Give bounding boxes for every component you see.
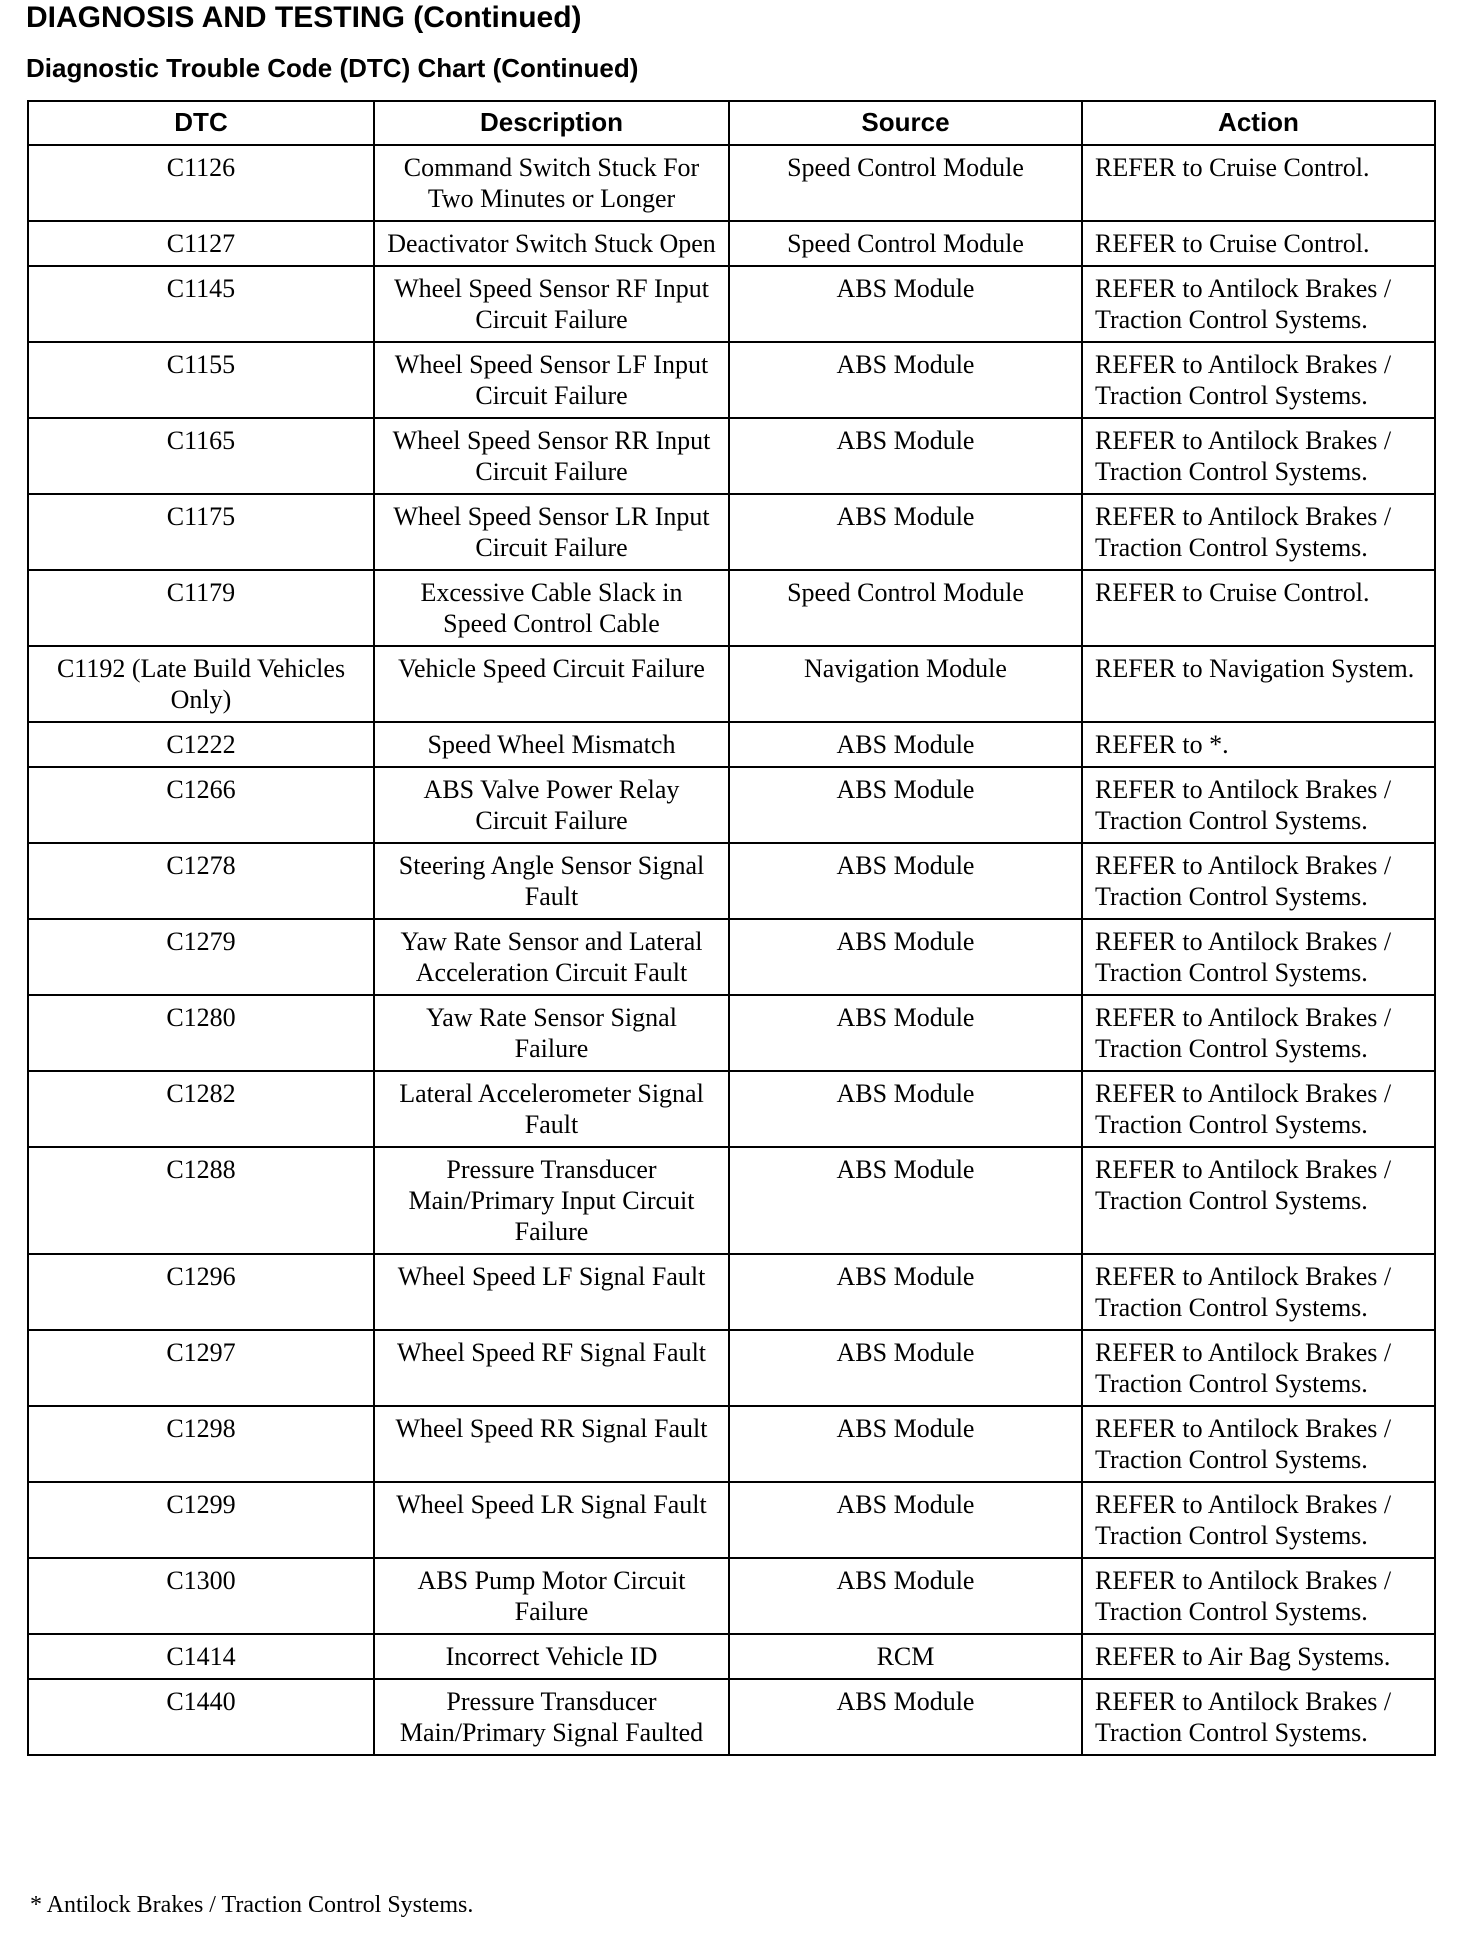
- table-row: [28, 494, 1435, 570]
- source-cell: ABS Module: [729, 1071, 1082, 1147]
- description-cell: Pressure Transducer Main/Primary Input Circuit Failure: [374, 1147, 729, 1254]
- source-cell: ABS Module: [729, 1330, 1082, 1406]
- source-cell: ABS Module: [729, 1482, 1082, 1558]
- source-cell: ABS Module: [729, 1147, 1082, 1254]
- table-row: [28, 1071, 1435, 1147]
- dtc-table: [27, 100, 1436, 1756]
- action-cell: REFER to Antilock Brakes / Traction Control Systems.: [1082, 1558, 1435, 1634]
- description-cell: Incorrect Vehicle ID: [374, 1634, 729, 1679]
- action-cell: REFER to Antilock Brakes / Traction Control Systems.: [1082, 494, 1435, 570]
- source-cell: ABS Module: [729, 1679, 1082, 1755]
- action-cell: REFER to Cruise Control.: [1082, 145, 1435, 221]
- table-row: [28, 1482, 1435, 1558]
- table-row: [28, 1147, 1435, 1254]
- source-cell: ABS Module: [729, 995, 1082, 1071]
- table-row: [28, 418, 1435, 494]
- dtc-cell: C1414: [28, 1634, 374, 1679]
- action-cell: REFER to *.: [1082, 722, 1435, 767]
- description-cell: Yaw Rate Sensor and Lateral Acceleration Circuit Fault: [374, 919, 729, 995]
- table-row: [28, 1254, 1435, 1330]
- description-cell: Lateral Accelerometer Signal Fault: [374, 1071, 729, 1147]
- action-cell: REFER to Cruise Control.: [1082, 221, 1435, 266]
- table-row: [28, 1558, 1435, 1634]
- table-body: [28, 145, 1435, 1755]
- action-cell: REFER to Antilock Brakes / Traction Control Systems.: [1082, 1330, 1435, 1406]
- dtc-cell: C1165: [28, 418, 374, 494]
- table-row: [28, 919, 1435, 995]
- dtc-cell: C1298: [28, 1406, 374, 1482]
- dtc-cell: C1145: [28, 266, 374, 342]
- source-cell: ABS Module: [729, 1558, 1082, 1634]
- description-cell: ABS Pump Motor Circuit Failure: [374, 1558, 729, 1634]
- column-header-description: Description: [374, 101, 729, 145]
- description-cell: Yaw Rate Sensor Signal Failure: [374, 995, 729, 1071]
- description-cell: Wheel Speed RF Signal Fault: [374, 1330, 729, 1406]
- action-cell: REFER to Antilock Brakes / Traction Control Systems.: [1082, 1254, 1435, 1330]
- dtc-cell: C1288: [28, 1147, 374, 1254]
- description-cell: Wheel Speed Sensor RR Input Circuit Failure: [374, 418, 729, 494]
- action-cell: REFER to Antilock Brakes / Traction Control Systems.: [1082, 1679, 1435, 1755]
- description-cell: Wheel Speed LR Signal Fault: [374, 1482, 729, 1558]
- action-cell: REFER to Antilock Brakes / Traction Control Systems.: [1082, 266, 1435, 342]
- dtc-cell: C1299: [28, 1482, 374, 1558]
- table-row: [28, 342, 1435, 418]
- dtc-cell: C1266: [28, 767, 374, 843]
- action-cell: REFER to Antilock Brakes / Traction Control Systems.: [1082, 342, 1435, 418]
- dtc-cell: C1440: [28, 1679, 374, 1755]
- dtc-cell: C1155: [28, 342, 374, 418]
- description-cell: Wheel Speed Sensor RF Input Circuit Failure: [374, 266, 729, 342]
- action-cell: REFER to Air Bag Systems.: [1082, 1634, 1435, 1679]
- action-cell: REFER to Cruise Control.: [1082, 570, 1435, 646]
- description-cell: Wheel Speed RR Signal Fault: [374, 1406, 729, 1482]
- column-header-source: Source: [729, 101, 1082, 145]
- table-row: [28, 570, 1435, 646]
- description-cell: Vehicle Speed Circuit Failure: [374, 646, 729, 722]
- description-cell: Excessive Cable Slack in Speed Control Cable: [374, 570, 729, 646]
- source-cell: ABS Module: [729, 1254, 1082, 1330]
- dtc-cell: C1179: [28, 570, 374, 646]
- dtc-cell: C1278: [28, 843, 374, 919]
- description-cell: Pressure Transducer Main/Primary Signal Faulted: [374, 1679, 729, 1755]
- dtc-cell: C1222: [28, 722, 374, 767]
- action-cell: REFER to Antilock Brakes / Traction Control Systems.: [1082, 1406, 1435, 1482]
- action-cell: REFER to Antilock Brakes / Traction Control Systems.: [1082, 843, 1435, 919]
- description-cell: Command Switch Stuck For Two Minutes or Longer: [374, 145, 729, 221]
- source-cell: ABS Module: [729, 919, 1082, 995]
- dtc-cell: C1192 (Late Build Vehicles Only): [28, 646, 374, 722]
- table-header-row: [28, 101, 1435, 145]
- table-row: [28, 221, 1435, 266]
- source-cell: ABS Module: [729, 843, 1082, 919]
- column-header-dtc: DTC: [28, 101, 374, 145]
- table-row: [28, 145, 1435, 221]
- description-cell: Wheel Speed Sensor LF Input Circuit Failure: [374, 342, 729, 418]
- action-cell: REFER to Antilock Brakes / Traction Control Systems.: [1082, 1147, 1435, 1254]
- description-cell: Wheel Speed LF Signal Fault: [374, 1254, 729, 1330]
- source-cell: ABS Module: [729, 266, 1082, 342]
- table-row: [28, 1634, 1435, 1679]
- source-cell: RCM: [729, 1634, 1082, 1679]
- dtc-cell: C1127: [28, 221, 374, 266]
- source-cell: Speed Control Module: [729, 145, 1082, 221]
- dtc-cell: C1279: [28, 919, 374, 995]
- table-row: [28, 1679, 1435, 1755]
- source-cell: Speed Control Module: [729, 570, 1082, 646]
- column-header-action: Action: [1082, 101, 1435, 145]
- dtc-cell: C1175: [28, 494, 374, 570]
- table-row: [28, 843, 1435, 919]
- description-cell: Deactivator Switch Stuck Open: [374, 221, 729, 266]
- table-row: [28, 767, 1435, 843]
- dtc-cell: C1296: [28, 1254, 374, 1330]
- table-row: [28, 1406, 1435, 1482]
- dtc-cell: C1297: [28, 1330, 374, 1406]
- table-row: [28, 722, 1435, 767]
- source-cell: ABS Module: [729, 494, 1082, 570]
- action-cell: REFER to Antilock Brakes / Traction Control Systems.: [1082, 995, 1435, 1071]
- source-cell: ABS Module: [729, 722, 1082, 767]
- action-cell: REFER to Antilock Brakes / Traction Control Systems.: [1082, 767, 1435, 843]
- dtc-cell: C1300: [28, 1558, 374, 1634]
- table-row: [28, 646, 1435, 722]
- source-cell: ABS Module: [729, 767, 1082, 843]
- action-cell: REFER to Antilock Brakes / Traction Control Systems.: [1082, 418, 1435, 494]
- action-cell: REFER to Antilock Brakes / Traction Control Systems.: [1082, 1071, 1435, 1147]
- footnote: * Antilock Brakes / Traction Control Systems.: [30, 1892, 474, 1918]
- source-cell: Navigation Module: [729, 646, 1082, 722]
- description-cell: Speed Wheel Mismatch: [374, 722, 729, 767]
- description-cell: ABS Valve Power Relay Circuit Failure: [374, 767, 729, 843]
- source-cell: ABS Module: [729, 342, 1082, 418]
- dtc-cell: C1282: [28, 1071, 374, 1147]
- description-cell: Wheel Speed Sensor LR Input Circuit Failure: [374, 494, 729, 570]
- dtc-cell: C1280: [28, 995, 374, 1071]
- source-cell: ABS Module: [729, 418, 1082, 494]
- action-cell: REFER to Antilock Brakes / Traction Control Systems.: [1082, 919, 1435, 995]
- table-row: [28, 995, 1435, 1071]
- page-title: DIAGNOSIS AND TESTING (Continued): [26, 1, 582, 34]
- table-row: [28, 1330, 1435, 1406]
- dtc-cell: C1126: [28, 145, 374, 221]
- chart-title: Diagnostic Trouble Code (DTC) Chart (Continued): [26, 53, 639, 83]
- action-cell: REFER to Antilock Brakes / Traction Control Systems.: [1082, 1482, 1435, 1558]
- source-cell: Speed Control Module: [729, 221, 1082, 266]
- table-row: [28, 266, 1435, 342]
- description-cell: Steering Angle Sensor Signal Fault: [374, 843, 729, 919]
- source-cell: ABS Module: [729, 1406, 1082, 1482]
- action-cell: REFER to Navigation System.: [1082, 646, 1435, 722]
